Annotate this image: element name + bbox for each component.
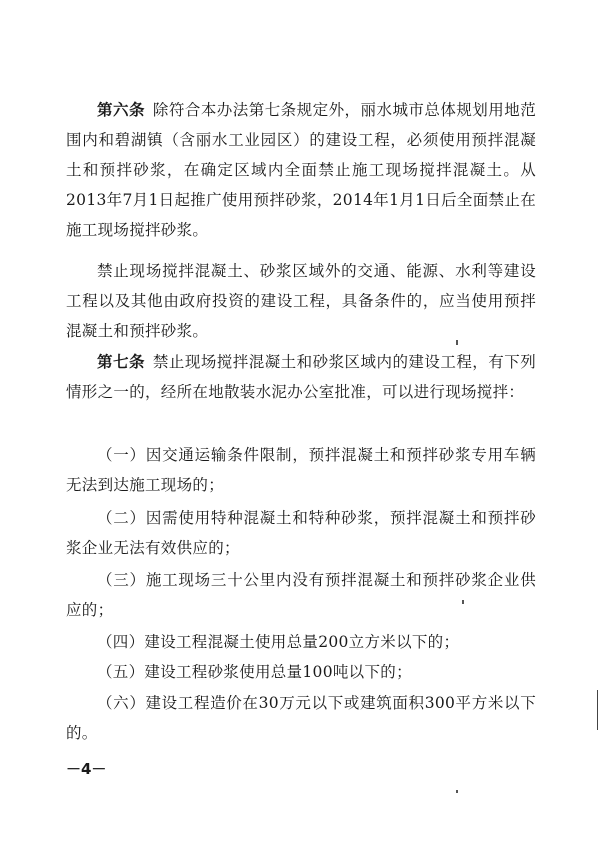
scan-speck: [456, 340, 458, 345]
paragraph-text: 除符合本办法第七条规定外，丽水城市总体规划用地范围内和碧湖镇（含丽水工业园区）的建设工程，必须使用预拌混凝土和预拌砂浆，在确定区域内全面禁止施工现场搅拌混凝土。从2013年7月1日起推广使用预拌砂浆，2014年1月1日后全面禁止在施工现场搅拌砂浆。: [66, 101, 537, 239]
paragraph-text: 禁止现场搅拌混凝土、砂浆区域外的交通、能源、水利等建设工程以及其他由政府投资的建设工程，具备条件的，应当使用预拌混凝土和预拌砂浆。: [66, 262, 536, 340]
list-item-3: [66, 565, 536, 625]
list-item-text: （二）因需使用特种混凝土和特种砂浆，预拌混凝土和预拌砂浆企业无法有效供应的；: [66, 509, 536, 557]
scan-edge-mark: [597, 690, 598, 730]
list-item-text: （五）建设工程砂浆使用总量100吨以下的；: [97, 663, 412, 681]
paragraph-text: 禁止现场搅拌混凝土和砂浆区域内的建设工程，有下列情形之一的，经所在地散装水泥办公室批准，可以进行现场搅拌：: [66, 353, 537, 401]
article-heading: 第七条: [97, 353, 145, 371]
scan-speck: [456, 790, 458, 793]
article-heading: 第六条: [97, 101, 145, 119]
list-item-6: [66, 688, 536, 748]
list-item-text: （一）因交通运输条件限制，预拌混凝土和预拌砂浆专用车辆无法到达施工现场的；: [66, 446, 536, 494]
paragraph-prohibition: [66, 256, 536, 346]
list-item-text: （六）建设工程造价在30万元以下或建筑面积300平方米以下的。: [66, 694, 536, 742]
paragraph-article-7: [66, 347, 536, 407]
list-item-4: [66, 627, 536, 657]
list-item-2: [66, 503, 536, 563]
list-item-5: [66, 657, 536, 687]
scan-speck: [462, 600, 464, 604]
list-item-text: （三）施工现场三十公里内没有预拌混凝土和预拌砂浆企业供应的；: [66, 571, 536, 619]
list-item-text: （四）建设工程混凝土使用总量200立方米以下的；: [97, 633, 460, 651]
list-item-1: [66, 440, 536, 500]
paragraph-article-6: [66, 95, 536, 245]
page-number: －4－: [66, 760, 107, 778]
